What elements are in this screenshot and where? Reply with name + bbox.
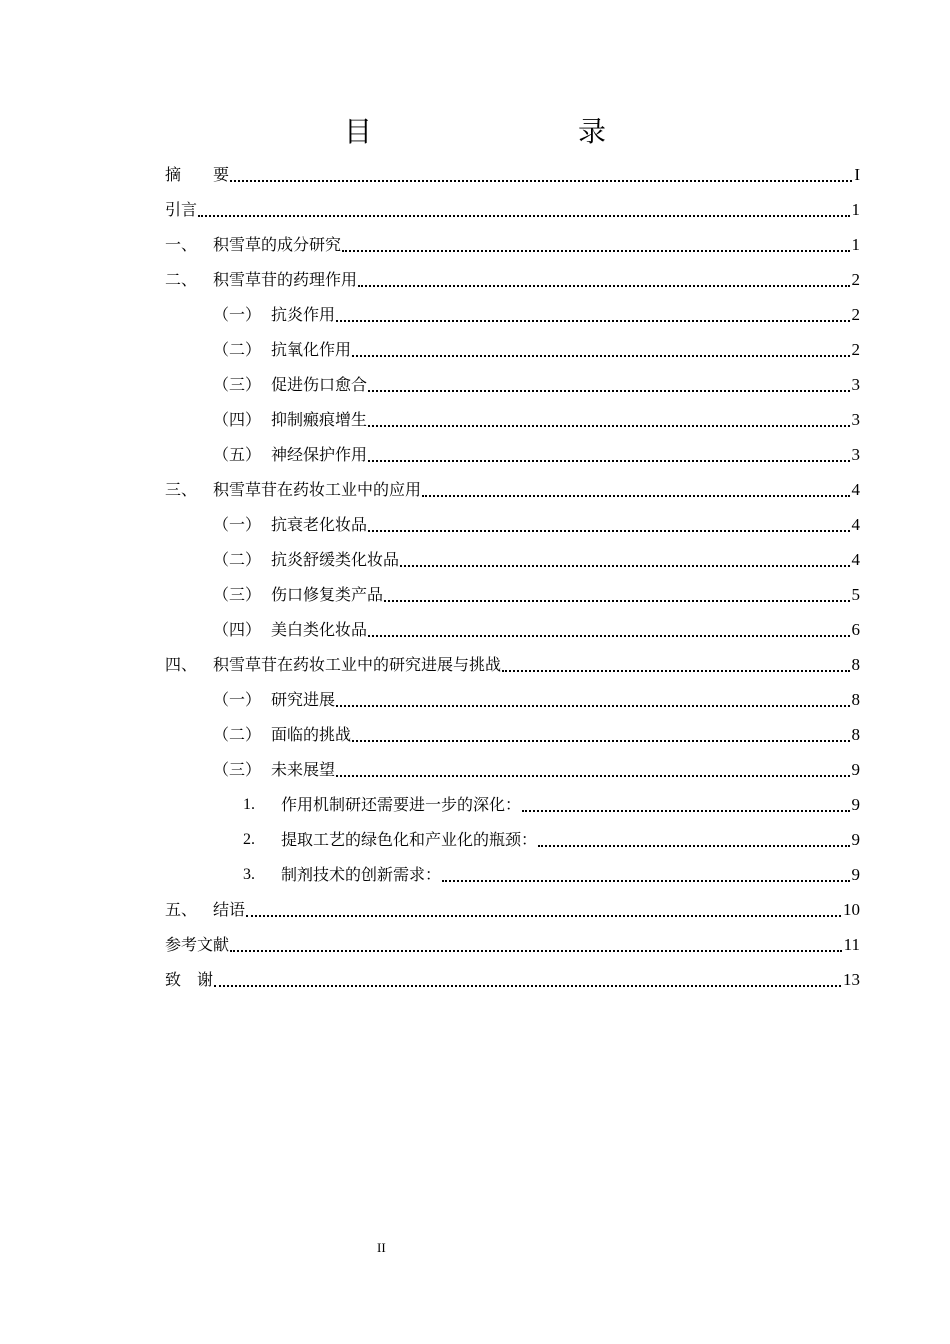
toc-entry-label: 积雪草的成分研究 <box>213 234 342 254</box>
toc-entry-number: （三） <box>213 584 262 604</box>
toc-entry-page: I <box>854 164 860 184</box>
dot-leader <box>336 320 849 322</box>
dot-leader <box>442 880 849 882</box>
toc-entry-label: 制剂技术的创新需求： <box>281 864 442 884</box>
dot-leader <box>230 950 842 952</box>
dot-leader <box>198 215 849 217</box>
toc-entry-number: （二） <box>213 724 262 744</box>
toc-entry[interactable] <box>165 227 860 262</box>
toc-entry[interactable] <box>165 332 860 367</box>
toc-entry-number: （一） <box>213 689 262 709</box>
dot-leader <box>384 600 849 602</box>
dot-leader <box>368 635 849 637</box>
toc-entry-label: 参考文献 <box>165 934 230 954</box>
dot-leader <box>368 390 849 392</box>
toc-entry-number: （四） <box>213 619 262 639</box>
toc-entry[interactable] <box>165 612 860 647</box>
toc-entry-number: 一、 <box>165 234 198 254</box>
dot-leader <box>336 775 849 777</box>
toc-entry[interactable] <box>165 542 860 577</box>
toc-entry-page: 3 <box>851 409 860 429</box>
dot-leader <box>502 670 849 672</box>
toc-entry[interactable] <box>165 647 860 682</box>
toc-entry-page: 6 <box>851 619 860 639</box>
toc-entry[interactable] <box>165 437 860 472</box>
toc-entry-page: 9 <box>851 864 860 884</box>
toc-entry-page: 3 <box>851 444 860 464</box>
toc-entry-page: 9 <box>851 794 860 814</box>
toc-entry[interactable] <box>165 192 860 227</box>
toc-entry-page: 2 <box>851 304 860 324</box>
toc-entry-page: 4 <box>851 479 860 499</box>
toc-entry-page: 9 <box>851 829 860 849</box>
dot-leader <box>352 740 849 742</box>
dot-leader <box>342 250 849 252</box>
toc-entry-label: 致 谢 <box>165 969 214 989</box>
toc-entry-number: （二） <box>213 339 262 359</box>
toc-entry-label: 抗炎舒缓类化妆品 <box>271 549 400 569</box>
toc-entry-page: 10 <box>843 899 860 919</box>
toc-entry-label: 积雪草苷在药妆工业中的研究进展与挑战 <box>213 654 502 674</box>
dot-leader <box>368 425 849 427</box>
toc-entry-number: 四、 <box>165 654 198 674</box>
toc-entry-number: （一） <box>213 514 262 534</box>
toc-entry[interactable] <box>165 297 860 332</box>
toc-entry[interactable] <box>165 157 860 192</box>
toc-entry-number: （三） <box>213 759 262 779</box>
toc-entry-page: 4 <box>851 514 860 534</box>
dot-leader <box>422 495 849 497</box>
toc-entry[interactable] <box>165 577 860 612</box>
toc-entry-page: 2 <box>851 269 860 289</box>
dot-leader <box>214 985 841 987</box>
toc-entry-page: 3 <box>851 374 860 394</box>
toc-entry[interactable] <box>165 262 860 297</box>
toc-entry-page: 1 <box>851 199 860 219</box>
dot-leader <box>368 530 849 532</box>
toc-entry-label: 抑制瘢痕增生 <box>271 409 368 429</box>
toc-entry-page: 1 <box>851 234 860 254</box>
toc-entry-label: 抗氧化作用 <box>271 339 352 359</box>
toc-entry-page: 8 <box>851 654 860 674</box>
toc-title: 目 录 <box>343 115 656 148</box>
toc-entry-number: （三） <box>213 374 262 394</box>
toc-entry-number: 1. <box>243 795 255 813</box>
dot-leader <box>336 705 849 707</box>
table-of-contents <box>165 157 860 997</box>
footer-page-number: II <box>377 1240 386 1255</box>
toc-entry-label: 神经保护作用 <box>271 444 368 464</box>
toc-entry[interactable] <box>165 682 860 717</box>
dot-leader <box>352 355 849 357</box>
dot-leader <box>368 460 849 462</box>
toc-entry-label: 抗炎作用 <box>271 304 336 324</box>
toc-entry-label: 研究进展 <box>271 689 336 709</box>
toc-entry-number: 三、 <box>165 479 198 499</box>
toc-entry-label: 提取工艺的绿色化和产业化的瓶颈： <box>281 829 538 849</box>
toc-entry[interactable] <box>165 892 860 927</box>
toc-entry-number: 2. <box>243 830 255 848</box>
toc-entry-page: 9 <box>851 759 860 779</box>
dot-leader <box>246 915 841 917</box>
toc-entry[interactable] <box>165 717 860 752</box>
dot-leader <box>358 285 849 287</box>
toc-entry[interactable] <box>165 857 860 892</box>
toc-entry[interactable] <box>165 402 860 437</box>
toc-entry[interactable] <box>165 472 860 507</box>
toc-entry[interactable] <box>165 787 860 822</box>
toc-entry-page: 8 <box>851 689 860 709</box>
toc-entry-page: 13 <box>843 969 860 989</box>
toc-entry[interactable] <box>165 367 860 402</box>
dot-leader <box>400 565 849 567</box>
toc-entry-number: 二、 <box>165 269 198 289</box>
toc-entry-label: 积雪草苷在药妆工业中的应用 <box>213 479 422 499</box>
toc-entry-label: 抗衰老化妆品 <box>271 514 368 534</box>
toc-entry[interactable] <box>165 752 860 787</box>
toc-entry-label: 摘 要 <box>165 164 230 184</box>
dot-leader <box>538 845 849 847</box>
toc-entry-page: 2 <box>851 339 860 359</box>
toc-entry-label: 面临的挑战 <box>271 724 352 744</box>
toc-entry-label: 促进伤口愈合 <box>271 374 368 394</box>
toc-entry-label: 作用机制研还需要进一步的深化： <box>281 794 522 814</box>
toc-entry-number: （五） <box>213 444 262 464</box>
toc-entry-page: 11 <box>843 934 860 954</box>
toc-entry-label: 引言 <box>165 199 198 219</box>
toc-entry[interactable] <box>165 507 860 542</box>
toc-entry-label: 结语 <box>213 899 246 919</box>
toc-entry-page: 8 <box>851 724 860 744</box>
toc-entry-number: （一） <box>213 304 262 324</box>
toc-entry-number: （四） <box>213 409 262 429</box>
toc-entry-label: 未来展望 <box>271 759 336 779</box>
toc-entry[interactable] <box>165 927 860 962</box>
toc-entry-label: 积雪草苷的药理作用 <box>213 269 358 289</box>
toc-entry[interactable] <box>165 962 860 997</box>
toc-entry-number: 五、 <box>165 899 198 919</box>
toc-entry[interactable] <box>165 822 860 857</box>
toc-entry-label: 伤口修复类产品 <box>271 584 384 604</box>
toc-entry-label: 美白类化妆品 <box>271 619 368 639</box>
toc-entry-page: 4 <box>851 549 860 569</box>
toc-entry-number: （二） <box>213 549 262 569</box>
toc-entry-number: 3. <box>243 865 255 883</box>
dot-leader <box>522 810 849 812</box>
dot-leader <box>230 180 852 182</box>
toc-entry-page: 5 <box>851 584 860 604</box>
